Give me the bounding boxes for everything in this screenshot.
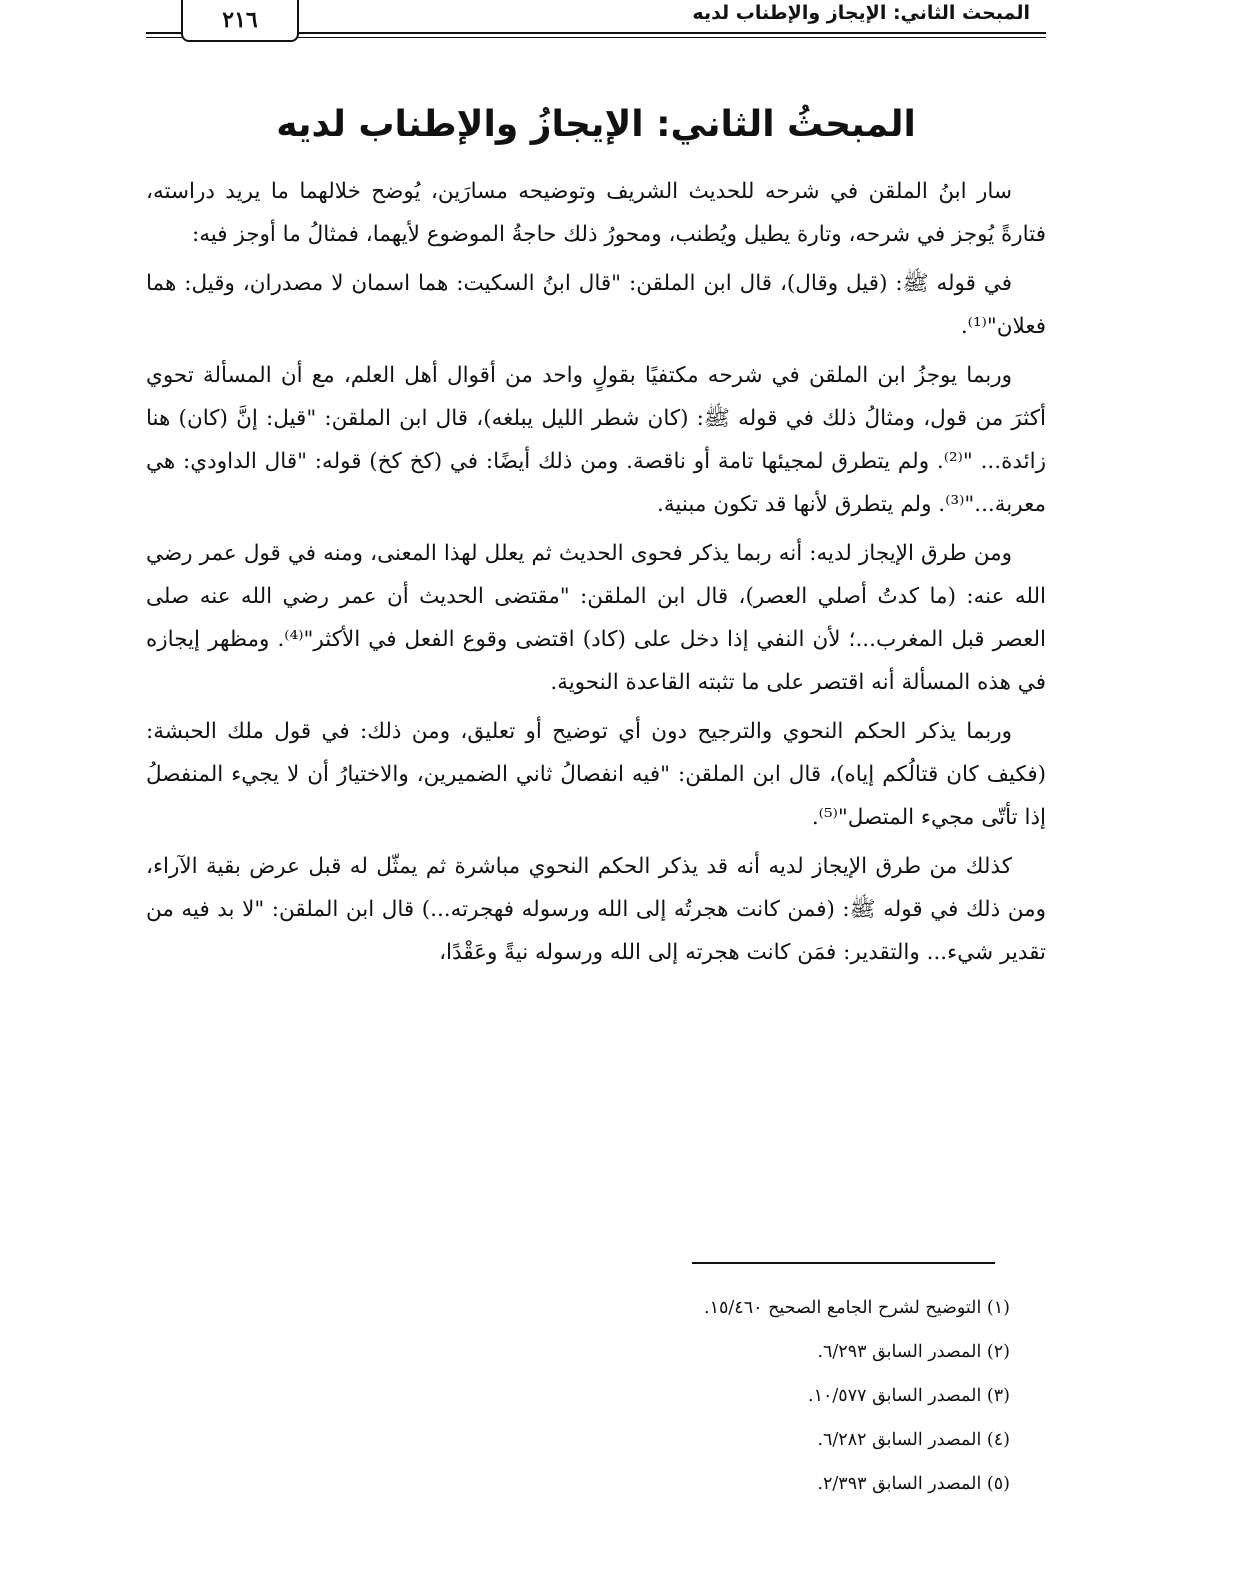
footnote: (٣) المصدر السابق ١٠/٥٧٧. bbox=[808, 1386, 1010, 1406]
footnote: (٥) المصدر السابق ٢/٣٩٣. bbox=[817, 1474, 1010, 1494]
paragraph: كذلك من طرق الإيجاز لديه أنه قد يذكر الحكم النحوي مباشرة ثم يمثّل له قبل عرض بقية الآراء، ومن ذلك في قوله ﷺ: (فمن كانت هجرتُه إلى الله ورسوله فهجرته...) قال ابن الملقن: "لا بد فيه من تقدير شيء... والتقدير: فمَن كانت هجرته إلى الله ورسوله نيةً وعَقْدًا، bbox=[146, 854, 1046, 965]
paragraph: في قوله ﷺ: (قيل وقال)، قال ابن الملقن: "قال ابنُ السكيت: هما اسمان لا مصدران، وقيل: هما فعلان"⁽¹⁾. bbox=[146, 271, 1046, 339]
paragraph: وربما يوجزُ ابن الملقن في شرحه مكتفيًا بقولٍ واحد من أقوال أهل العلم، مع أن المسألة تحوي أكثرَ من قول، ومثالُ ذلك في قوله ﷺ: (كان شطر الليل يبلغه)، قال ابن الملقن: "قيل: إنَّ (كان) هنا زائدة... "⁽²⁾. ولم يتطرق لمجيئها تامة أو ناقصة. ومن ذلك أيضًا: في (كخ كخ) قوله: "قال الداودي: هي معربة..."⁽³⁾. ولم يتطرق لأنها قد تكون مبنية. bbox=[146, 363, 1046, 517]
paragraph: سار ابنُ الملقن في شرحه للحديث الشريف وتوضيحه مسارَين، يُوضح خلالهما ما يريد دراسته، فتارةً يُوجز في شرحه، وتارة يطيل ويُطنب، ومحورُ ذلك حاجةُ الموضوع لأيهما، فمثالُ ما أوجز فيه: bbox=[146, 179, 1046, 247]
paragraph: ومن طرق الإيجاز لديه: أنه ربما يذكر فحوى الحديث ثم يعلل لهذا المعنى، ومنه في قول عمر رضي الله عنه: (ما كدتُ أصلي العصر)، قال ابن الملقن: "مقتضى الحديث أن عمر رضي الله عنه صلى العصر قبل المغرب...؛ لأن النفي إذا دخل على (كاد) اقتضى وقوع الفعل في الأكثر"⁽⁴⁾. ومظهر إيجازه في هذه المسألة أنه اقتصر على ما تثبته القاعدة النحوية. bbox=[146, 541, 1046, 695]
body-text bbox=[146, 170, 1046, 980]
paragraph: وربما يذكر الحكم النحوي والترجيح دون أي توضيح أو تعليق، ومن ذلك: في قول ملك الحبشة: (فكيف كان قتالُكم إياه)، قال ابن الملقن: "فيه انفصالُ ثاني الضميرين، والاختيارُ أن لا يجيء المنفصلُ إذا تأتّى مجيء المتصل"⁽⁵⁾. bbox=[146, 719, 1046, 830]
footnotes bbox=[146, 1286, 1046, 1506]
page-number: ٢١٦ bbox=[181, 0, 299, 42]
footnote-separator bbox=[692, 1262, 995, 1264]
running-header-title: المبحث الثاني: الإيجاز والإطناب لديه bbox=[692, 2, 1030, 24]
footnote: (٢) المصدر السابق ٦/٢٩٣. bbox=[817, 1342, 1010, 1362]
chapter-title: المبحثُ الثاني: الإيجازُ والإطناب لديه bbox=[276, 104, 916, 145]
footnote: (٤) المصدر السابق ٦/٢٨٢. bbox=[817, 1430, 1010, 1450]
footnote: (١) التوضيح لشرح الجامع الصحيح ١٥/٤٦٠. bbox=[704, 1298, 1010, 1318]
